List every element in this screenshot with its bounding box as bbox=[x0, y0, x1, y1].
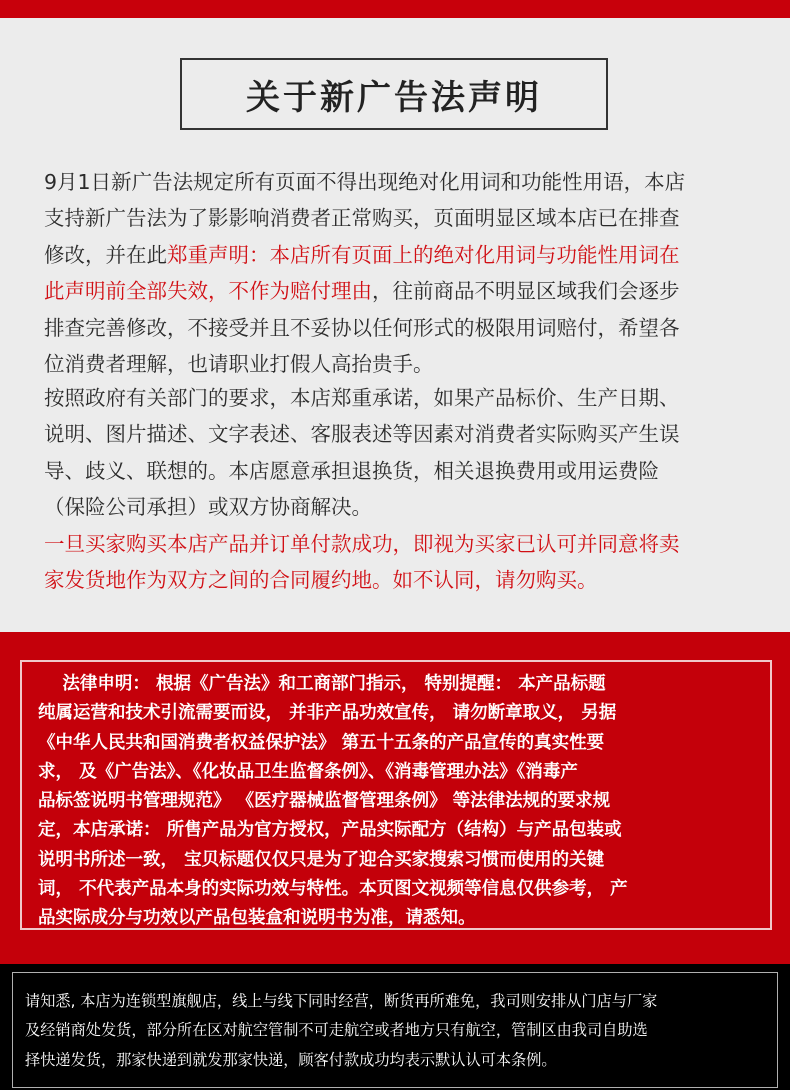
legal-line: 品标签说明书管理规范》 《医疗器械监督管理条例》 等法律法规的要求规 bbox=[38, 791, 611, 812]
legal-line: 纯属运营和技术引流需要而设， 并非产品功效宣传， 请勿断章取义， 另据 bbox=[38, 703, 617, 724]
commitment-line: 按照政府有关部门的要求，本店郑重承诺，如果产品标价、生产日期、 bbox=[44, 386, 680, 410]
legal-section bbox=[0, 632, 790, 964]
top-red-bar bbox=[0, 0, 790, 18]
commitment-paragraph bbox=[44, 380, 750, 526]
legal-line: 词， 不代表产品本身的实际功效与特性。本页图文视频等信息仅供参考， 产 bbox=[38, 879, 628, 900]
legal-line: 定，本店承诺： 所售产品为官方授权，产品实际配方（结构）与产品包装或 bbox=[38, 820, 622, 841]
contract-line: 一旦买家购买本店产品并订单付款成功，即视为买家已认可并同意将卖 bbox=[44, 532, 680, 556]
legal-line: 《中华人民共和国消费者权益保护法》 第五十五条的产品宣传的真实性要 bbox=[38, 732, 605, 753]
statement-line: 位消费者理解，也请职业打假人高抬贵手。 bbox=[44, 352, 434, 377]
legal-paragraph bbox=[38, 670, 758, 934]
statement-line: 支持新广告法为了影影响消费者正常购买，页面明显区域本店已在排查 bbox=[44, 206, 680, 231]
legal-box bbox=[20, 660, 772, 930]
statement-line bbox=[44, 273, 750, 309]
contract-paragraph bbox=[44, 526, 750, 599]
legal-line: 品实际成分与功效以产品包装盒和说明书为准，请悉知。 bbox=[38, 908, 476, 929]
statement-line bbox=[44, 237, 750, 273]
statement-line: 9月1日新广告法规定所有页面不得出现绝对化用词和功能性用语，本店 bbox=[44, 170, 686, 194]
statement-highlight: 此声明前全部失效，不作为赔付理由 bbox=[44, 279, 372, 304]
notice-box bbox=[12, 972, 778, 1088]
page-title: 关于新广告法声明 bbox=[246, 77, 542, 118]
legal-line: 求， 及《广告法》、《化妆品卫生监督条例》、《消毒管理办法》《消毒产 bbox=[38, 761, 578, 782]
statement-section bbox=[0, 18, 790, 632]
statement-text: ，往前商品不明显区域我们会逐步 bbox=[372, 279, 680, 304]
statement-paragraph bbox=[44, 164, 750, 382]
commitment-line: 说明、图片描述、文字表述、客服表述等因素对消费者实际购买产生误 bbox=[44, 422, 680, 447]
contract-line: 家发货地作为双方之间的合同履约地。如不认同，请勿购买。 bbox=[44, 568, 598, 593]
legal-line: 法律申明： 根据《广告法》和工商部门指示， 特别提醒： 本产品标题 bbox=[38, 674, 606, 694]
notice-paragraph bbox=[25, 987, 769, 1075]
notice-line: 择快递发货，那家快递到就发那家快递，顾客付款成功均表示默认认可本条例。 bbox=[25, 1050, 557, 1069]
statement-highlight: 郑重声明：本店所有页面上的绝对化用词与功能性用词在 bbox=[167, 242, 680, 267]
notice-section bbox=[0, 964, 790, 1090]
title-box bbox=[180, 58, 608, 130]
commitment-line: （保险公司承担）或双方协商解决。 bbox=[44, 495, 372, 520]
statement-line: 排查完善修改，不接受并且不妥协以任何形式的极限用词赔付，希望各 bbox=[44, 315, 680, 340]
statement-text: 修改，并在此 bbox=[44, 242, 167, 267]
commitment-line: 导、歧义、联想的。本店愿意承担退换货，相关退换费用或用运费险 bbox=[44, 458, 659, 483]
legal-line: 说明书所述一致， 宝贝标题仅仅只是为了迎合买家搜索习惯而使用的关键 bbox=[38, 849, 605, 870]
notice-line: 请知悉, 本店为连锁型旗舰店，线上与线下同时经营，断货再所难免，我司则安排从门店与厂家 bbox=[25, 992, 658, 1010]
notice-line: 及经销商处发货，部分所在区对航空管制不可走航空或者地方只有航空，管制区由我司自助选 bbox=[25, 1021, 648, 1040]
